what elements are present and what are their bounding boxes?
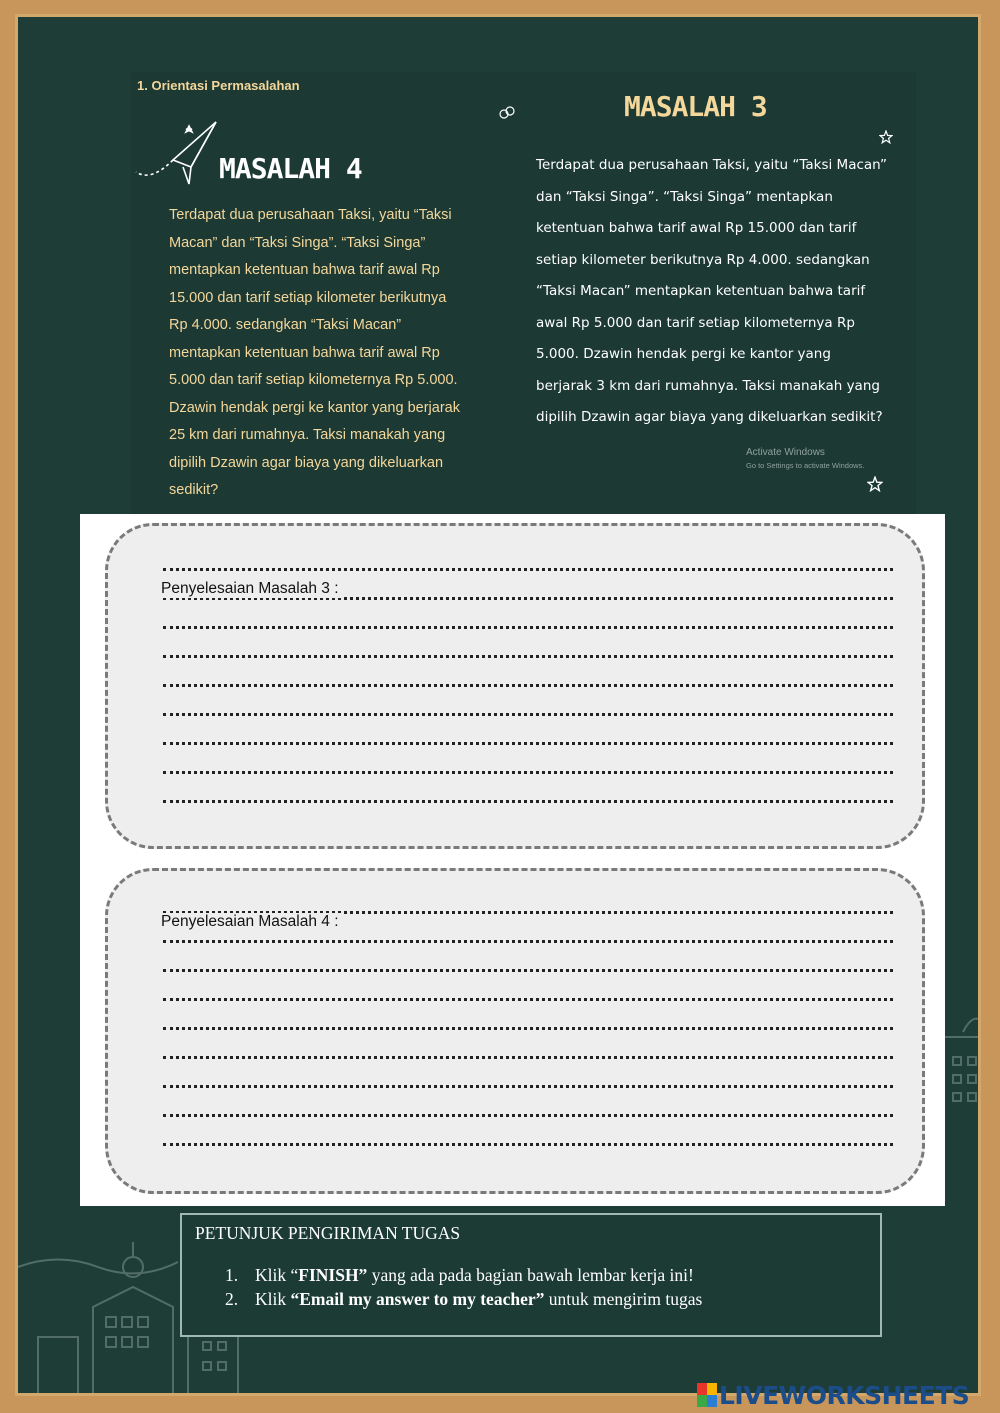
text-line: Rp 4.000. sedangkan “Taksi Macan” [169, 317, 402, 333]
text-line: dipilih Dzawin agar biaya yang dikeluarkan [169, 454, 444, 471]
dotted-line [163, 1085, 893, 1088]
text-line: dan “Taksi Singa”. “Taksi Singa” mentapkan [536, 188, 833, 205]
section-heading: 1. Orientasi Permasalahan [137, 78, 300, 93]
dotted-line [163, 1027, 893, 1030]
dotted-line [163, 771, 893, 774]
instruction-item-2 [225, 1287, 702, 1311]
star-icon [879, 130, 893, 144]
text-line: berjarak 3 km dari rumahnya. Taksi manakah yang [536, 377, 880, 394]
text-line: ketentuan bahwa tarif awal Rp 15.000 dan tarif [536, 220, 857, 236]
dotted-line [163, 742, 893, 745]
dotted-line [163, 800, 893, 803]
liveworksheets-logo-icon [697, 1383, 717, 1407]
logo-square [707, 1383, 717, 1395]
liveworksheets-brand [697, 1380, 969, 1410]
logo-square [697, 1395, 707, 1407]
text-line: awal Rp 5.000 dan tarif setiap kilometernya Rp [536, 314, 855, 331]
dotted-line [163, 626, 893, 629]
dotted-line [163, 1143, 893, 1146]
text-line: mentapkan ketentuan bahwa tarif awal Rp [169, 262, 440, 278]
watermark-line: Activate Windows [746, 447, 825, 458]
logo-square [707, 1395, 717, 1407]
watermark-line: Go to Settings to activate Windows. [746, 461, 865, 470]
masalah-3-title: MASALAH 3 [624, 90, 767, 123]
text-line: 5.000 dan tarif setiap kilometernya Rp 5.000. [169, 372, 458, 388]
activate-windows-watermark [746, 446, 864, 472]
text-line: Macan” dan “Taksi Singa”. “Taksi Singa” [169, 234, 426, 251]
dotted-line [163, 655, 893, 658]
masalah-4-text [169, 202, 479, 505]
item-text: Klik [255, 1289, 291, 1309]
star-icon [867, 476, 883, 492]
answer-box-masalah-4[interactable] [105, 868, 925, 1194]
item-text: untuk mengirim tugas [544, 1289, 703, 1309]
dotted-line [163, 998, 893, 1001]
text-line: dipilih Dzawin agar biaya yang dikeluarkan sedikit? [536, 409, 883, 425]
item-bold-text: FINISH” [298, 1265, 368, 1285]
dotted-line [163, 940, 893, 943]
masalah-4-title: MASALAH 4 [219, 152, 362, 185]
brand-name: LIVEWORKSHEETS [719, 1380, 970, 1410]
dotted-line [163, 568, 893, 571]
loop-doodle-icon [498, 104, 516, 122]
instruction-item-1 [225, 1263, 702, 1287]
item-number: 1. [225, 1265, 239, 1285]
text-line: sedikit? [169, 482, 219, 498]
dotted-line [163, 713, 893, 716]
paper-plane-icon [131, 112, 231, 212]
instructions-list [225, 1263, 702, 1311]
text-line: 15.000 dan tarif setiap kilometer berikutnya [169, 289, 447, 306]
submission-instructions [180, 1213, 882, 1337]
dotted-line [163, 1114, 893, 1117]
item-text: Klik “ [255, 1265, 299, 1285]
instructions-title: PETUNJUK PENGIRIMAN TUGAS [195, 1223, 461, 1243]
item-number: 2. [225, 1289, 239, 1309]
dotted-line [163, 684, 893, 687]
text-line: Dzawin hendak pergi ke kantor yang berjarak [169, 399, 460, 416]
text-line: 5.000. Dzawin hendak pergi ke kantor yang [536, 346, 831, 362]
problem-panel [131, 72, 916, 517]
answer-box-masalah-3[interactable] [105, 523, 925, 849]
item-text: yang ada pada bagian bawah lembar kerja ini! [367, 1265, 694, 1285]
text-line: Terdapat dua perusahaan Taksi, yaitu “Taksi [169, 207, 452, 223]
text-line: Terdapat dua perusahaan Taksi, yaitu “Taksi Macan” [536, 157, 887, 173]
masalah-3-text [536, 150, 896, 434]
answer-label-masalah-4: Penyelesaian Masalah 4 : [161, 913, 343, 931]
text-line: “Taksi Macan” mentapkan ketentuan bahwa tarif [536, 283, 866, 299]
answer-label-masalah-3: Penyelesaian Masalah 3 : [161, 580, 343, 598]
dotted-line [163, 969, 893, 972]
text-line: setiap kilometer berikutnya Rp 4.000. sedangkan [536, 251, 870, 268]
dotted-line [163, 1056, 893, 1059]
text-line: 25 km dari rumahnya. Taksi manakah yang [169, 427, 446, 443]
logo-square [697, 1383, 707, 1395]
text-line: mentapkan ketentuan bahwa tarif awal Rp [169, 344, 440, 361]
answer-sheet [80, 514, 945, 1206]
item-bold-text: “Email my answer to my teacher” [290, 1289, 545, 1309]
